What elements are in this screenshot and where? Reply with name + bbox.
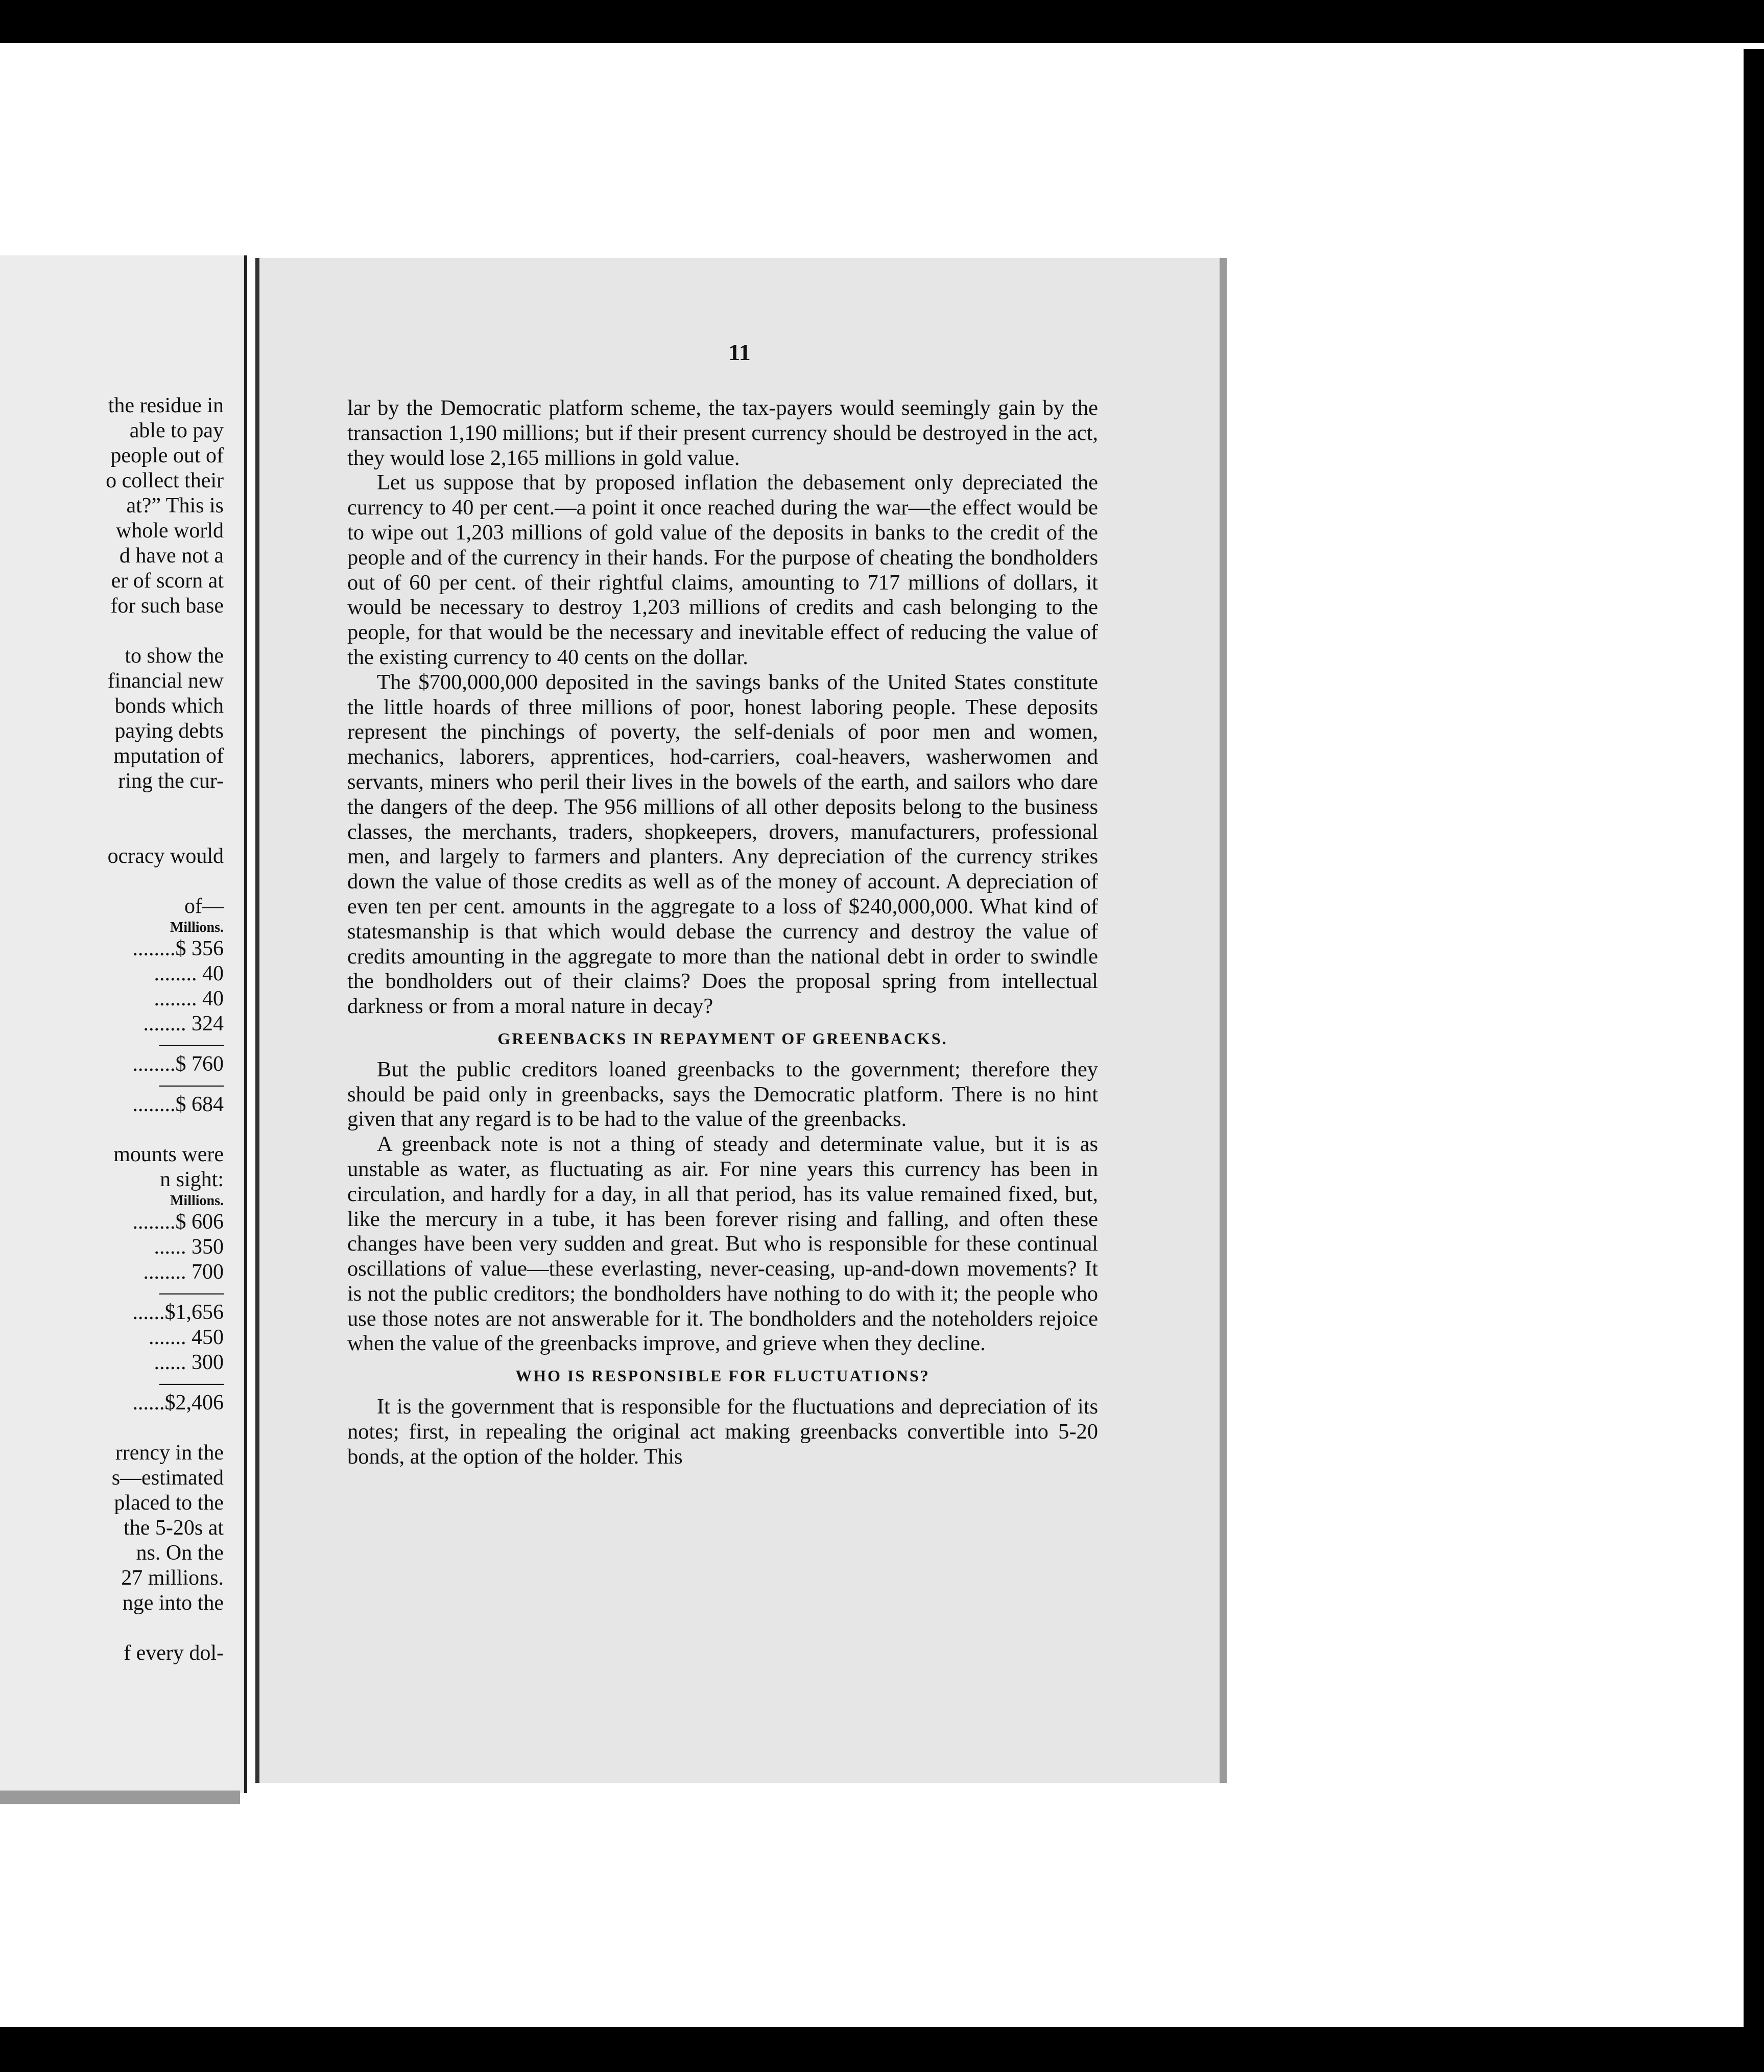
left-page-line — [0, 794, 224, 819]
left-page-text — [0, 393, 224, 1666]
left-page-line: ......$2,406 — [132, 1391, 224, 1415]
left-page-line: ——— — [159, 1032, 224, 1056]
left-page-fragment — [0, 255, 247, 1793]
paragraph-3: The $700,000,000 deposited in the savings banks of the United States constitute the little hoards of three millions of poor, honest laboring people. These deposits represent the pinchings of poverty, the self-denials of poor men and women, mechanics, laborers, apprentices, hod-carriers, coal-heavers, washerwomen and servants, miners who peril their lives in the bowels of the earth, and sailors who dare the dangers of the deep. The 956 millions of all other deposits belong to the business classes, the merchants, traders, shopkeepers, drovers, manufacturers, professional men, and largely to farmers and planters. Any depreciation of the currency strikes down the value of those credits as well as of the money of account. A depreciation of even ten per cent. amounts in the aggregate to a loss of $240,000,000. What kind of statesmanship is that which would debase the currency and destroy the value of credits amounting in the aggregate to more than the national debt in order to swindle the bondholders out of their claims? Does the proposal spring from intellectual darkness or from a moral nature in decay? — [347, 670, 1098, 1019]
left-page-line: ...... 350 — [154, 1235, 224, 1259]
left-page-line: ........$ 760 — [132, 1052, 224, 1076]
left-page-line — [0, 869, 224, 894]
left-page-line: at?” This is — [126, 494, 224, 517]
left-page-line: s—estimated — [111, 1466, 224, 1490]
left-page-line — [0, 619, 224, 644]
left-page-line: rrency in the — [115, 1441, 224, 1465]
left-page-line: d have not a — [119, 544, 224, 568]
left-page-line: to show the — [125, 644, 224, 668]
scan-top-edge — [0, 43, 1764, 54]
left-page-line: ........ 40 — [154, 987, 224, 1010]
left-page-line: for such base — [110, 594, 224, 618]
left-page-line: of— — [184, 894, 224, 918]
left-page-edge — [0, 1791, 240, 1804]
left-page-line: ........ 324 — [143, 1012, 224, 1035]
left-page-line: whole world — [115, 519, 224, 543]
paragraph-4: But the public creditors loaned greenbacks to the government; therefore they should be paid only in greenbacks, says the Democratic platform. There is no hint given that any regard is to be had to the value of the greenbacks. — [347, 1057, 1098, 1132]
left-page-line — [0, 819, 224, 844]
left-page-line: er of scorn at — [111, 569, 224, 593]
left-page-line: ocracy would — [107, 844, 224, 868]
left-page-line: ——— — [159, 1371, 224, 1395]
left-page-line: Millions. — [170, 1193, 224, 1209]
left-page-line: people out of — [110, 444, 224, 467]
left-page-line: ns. On the — [136, 1541, 224, 1565]
left-page-line — [0, 1416, 224, 1441]
left-page-line: mounts were — [113, 1143, 224, 1166]
paragraph-1: lar by the Democratic platform scheme, the tax-payers would seemingly gain by the transaction 1,190 millions; but if their present currency should be destroyed in the act, they would lose 2,165 millions in gold value. — [347, 396, 1098, 470]
left-page-line: placed to the — [114, 1491, 224, 1515]
scan-top-border — [0, 0, 1764, 49]
left-page-line — [0, 1117, 224, 1142]
page-body — [347, 396, 1098, 1469]
left-page-line: f every dol- — [124, 1641, 224, 1665]
left-page-line: ........$ 606 — [132, 1210, 224, 1234]
left-page-line: n sight: — [160, 1168, 224, 1191]
left-page-line: ——— — [159, 1281, 224, 1304]
section-heading-greenbacks: GREENBACKS IN REPAYMENT OF GREENBACKS. — [497, 1029, 948, 1048]
section-heading-fluctuations: WHO IS RESPONSIBLE FOR FLUCTUATIONS? — [515, 1367, 930, 1385]
paragraph-2: Let us suppose that by proposed inflation the debasement only depreciated the currency to 40 per cent.—a point it once reached during the war—the effect would be to wipe out 1,203 millions of gold value of the deposits in banks to the credit of the people and of the currency in their hands. For the purpose of cheating the bondholders out of 60 per cent. of their rightful claims, amounting to 717 millions of dollars, it would be necessary to destroy 1,203 millions of credits and cash belonging to the people, for that would be the necessary and inevitable effect of reducing the value of the existing currency to 40 cents on the dollar. — [347, 470, 1098, 669]
page-11 — [255, 258, 1220, 1783]
left-page-line — [0, 1616, 224, 1641]
left-page-line: o collect their — [106, 469, 224, 492]
left-page-line: ring the cur- — [118, 769, 224, 793]
left-page-line: able to pay — [129, 419, 224, 442]
left-page-line: ........ 700 — [143, 1260, 224, 1284]
left-page-line: paying debts — [114, 719, 224, 743]
left-page-line: financial new — [107, 669, 224, 693]
paragraph-5: A greenback note is not a thing of steady and determinate value, but it is as unstable as water, as fluctuating as air. For nine years this currency has been in circulation, and hardly for a day, in all that period, has its value remained fixed, but, like the mercury in a tube, it has been forever rising and falling, and often these changes have been very sudden and great. But who is responsible for these continual oscillations of value—these everlasting, never-ceasing, up-and-down movements? It is not the public creditors; the bondholders have nothing to do with it; the people who use those notes are not answerable for it. The bondholders and the noteholders rejoice when the value of the greenbacks improve, and grieve when they decline. — [347, 1132, 1098, 1356]
page-number: 11 — [728, 339, 751, 365]
left-page-line: ——— — [159, 1073, 224, 1096]
left-page-line: bonds which — [114, 694, 224, 718]
left-page-line: the residue in — [108, 394, 224, 417]
left-page-line: nge into the — [122, 1591, 224, 1615]
left-page-line: ........$ 684 — [132, 1093, 224, 1116]
left-page-line: ...... 300 — [154, 1351, 224, 1374]
scan-bottom-border — [0, 2027, 1764, 2072]
paragraph-6: It is the government that is responsible for the fluctuations and depreciation of its notes; first, in repealing the original act making greenbacks convertible into 5-20 bonds, at the option of the holder. This — [347, 1395, 1098, 1469]
left-page-line: ....... 450 — [149, 1326, 224, 1349]
left-page-line: ........ 40 — [154, 962, 224, 985]
scan-right-border — [1744, 49, 1764, 2029]
left-page-line: Millions. — [170, 920, 224, 935]
left-page-line: ........$ 356 — [132, 937, 224, 960]
left-page-line: ......$1,656 — [132, 1301, 224, 1324]
left-page-line: 27 millions. — [121, 1566, 224, 1590]
left-page-line: the 5-20s at — [124, 1516, 224, 1540]
left-page-line: mputation of — [113, 744, 224, 768]
